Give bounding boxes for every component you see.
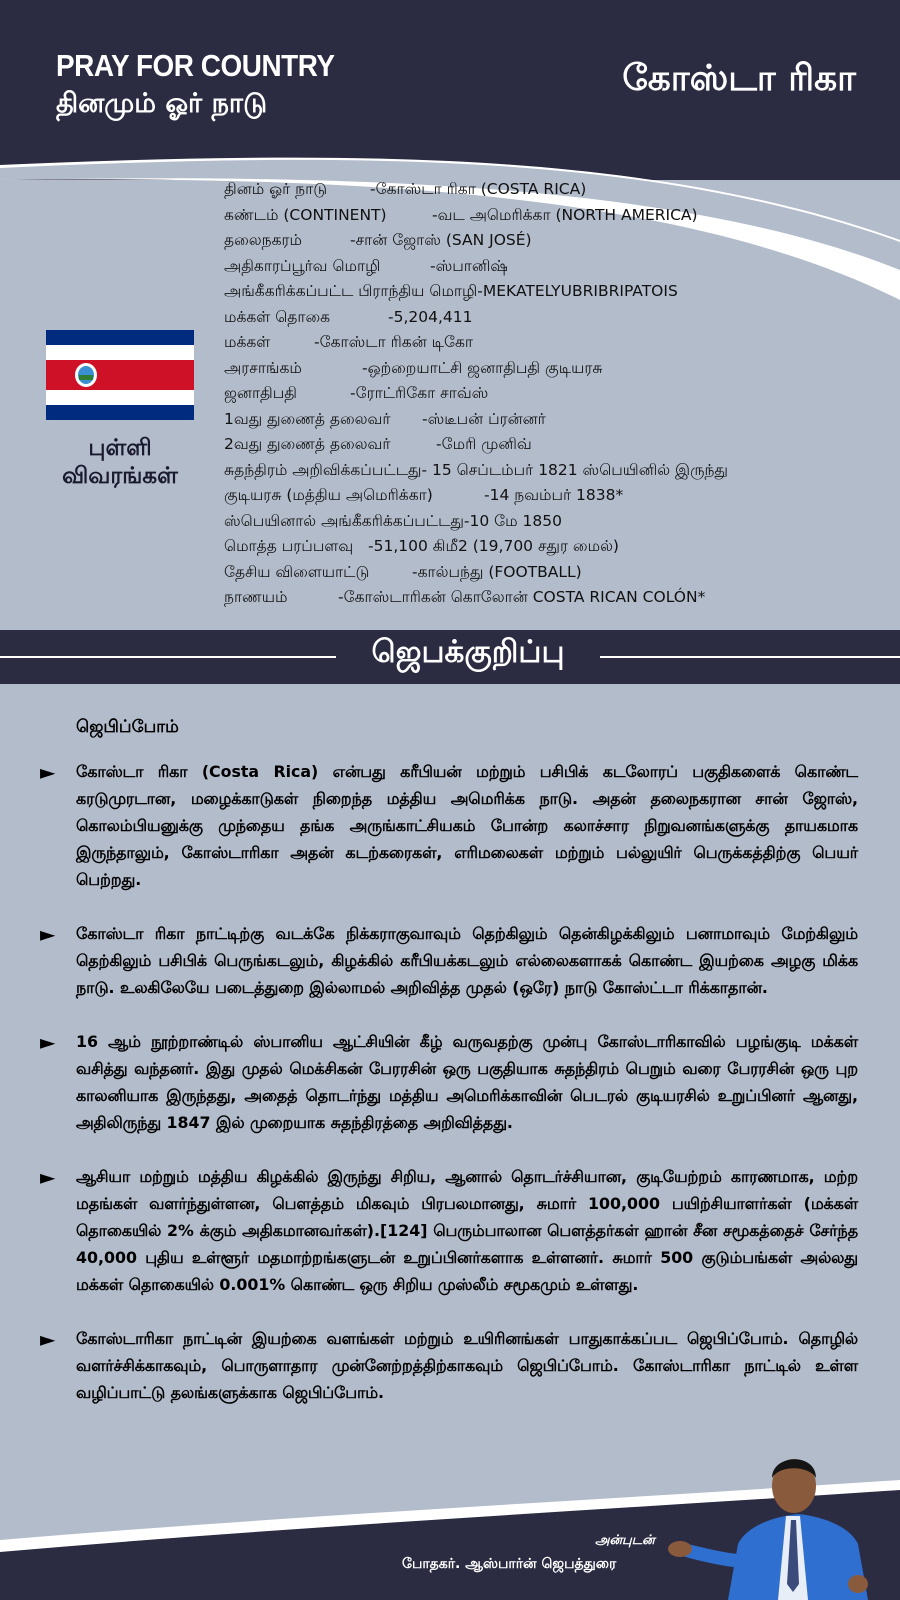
fact-key: அதிகாரப்பூர்வ மொழி [224, 256, 381, 275]
fact-value: -ஸ்பானிஷ் [430, 256, 508, 275]
fact-row [224, 257, 884, 283]
arrow-right-icon: ► [40, 922, 56, 946]
prayer-points [40, 758, 858, 1433]
fact-value: -மேரி முனிவ் [436, 435, 532, 453]
fact-value: -ஒற்றையாட்சி ஜனாதிபதி குடியரசு [362, 358, 603, 377]
prayer-point-text: கோஸ்டா ரிகா நாட்டிற்கு வடக்கே நிக்கராகுவாவும் தெற்கிலும் தென்கிழக்கிலும் பனாமாவும் மேற்கிலும் தெற்கிலும் பசிபிக் பெருங்கடலும், கிழக்கில் கரீபியக்கடலும் எல்லைகளாகக் கொண்ட இயற்கை அழகு மிக்க நாடு. உலகிலேயே படைத்துறை இல்லாமல் அறிவித்த முதல் (ஒரே) நாடு கோஸ்ட்டா ரிக்காதான். [76, 924, 858, 997]
fact-row [224, 180, 884, 206]
fact-row [224, 359, 884, 385]
prayer-point-text: ஆசியா மற்றும் மத்திய கிழக்கில் இருந்து சிறிய, ஆனால் தொடர்ச்சியான, குடியேற்றம் காரணமாக, மற்ற மதங்கள் வளர்ந்துள்ளன, பௌத்தம் மிகவும் பிரபலமானது, சுமார் 100,000 பயிற்சியாளர்கள் (மக்கள் தொகையில் 2% க்கும் அதிகமானவர்கள்).[124] பெரும்பாலான பௌத்தர்கள் ஹான் சீன சமூகத்தைச் சேர்ந்த 40,000 புதிய உள்ளூர் மதமாற்றங்களுடன் உறுப்பினர்களாக உள்ளனர். சுமார் 500 குடும்பங்கள் அல்லது மக்கள் தொகையில் 0.001% கொண்ட ஒரு சிறிய முஸ்லீம் சமூகமும் உள்ளது. [76, 1167, 858, 1294]
pastor-avatar [668, 1434, 900, 1600]
arrow-right-icon: ► [40, 1165, 56, 1189]
arrow-right-icon: ► [40, 1327, 56, 1351]
prayer-point [40, 1028, 858, 1136]
fact-key: அங்கீகரிக்கப்பட்ட பிராந்திய மொழி [224, 282, 478, 300]
fact-value: -ரோட்ரிகோ சாவ்ஸ் [350, 384, 489, 402]
fact-key: தினம் ஓர் நாடு [224, 180, 328, 198]
prayer-title: ஜெபக்குறிப்பு [371, 634, 565, 670]
fact-row [224, 486, 884, 512]
fact-row [224, 435, 884, 461]
fact-value: -கோஸ்டாரிகன் கொலோன் COSTA RICAN COLÓN* [338, 588, 706, 606]
prayer-point-text: கோஸ்டாரிகா நாட்டின் இயற்கை வளங்கள் மற்றும் உயிரினங்கள் பாதுகாக்கப்பட ஜெபிப்போம். தொழில் வளர்ச்சிக்காகவும், பொருளாதார முன்னேற்றத்திற்காகவும் ஜெபிப்போம். கோஸ்டாரிகா நாட்டில் உள்ள வழிப்பாட்டு தலங்களுக்காக ஜெபிப்போம். [76, 1329, 858, 1402]
prayer-divider-left [0, 656, 336, 658]
fact-value: -MEKATELYUBRIBRIPATOIS [477, 282, 678, 300]
fact-key: மக்கள் தொகை [224, 307, 331, 326]
fact-key: நாணயம் [224, 588, 288, 606]
fact-row [224, 410, 884, 436]
fact-value: -கோஸ்டா ரிகன் டிகோ [314, 333, 474, 351]
stats-label: புள்ளி விவரங்கள் [62, 435, 178, 489]
fact-key: ஸ்பெயினால் அங்கீகரிக்கப்பட்டது [224, 511, 464, 530]
prayer-point [40, 1163, 858, 1298]
prayer-divider-right [600, 656, 900, 658]
fact-value: -ஸ்டீபன் ப்ரன்னர் [422, 409, 546, 428]
fact-row [224, 333, 884, 359]
fact-row [224, 461, 884, 487]
fact-row [224, 588, 884, 614]
fact-key: ஜனாதிபதி [224, 384, 297, 402]
fact-value: - 15 செப்டம்பர் 1821 ஸ்பெயினில் இருந்து [421, 460, 728, 479]
prayer-point [40, 758, 858, 893]
fact-key: கண்டம் (CONTINENT) [224, 205, 387, 224]
fact-value: -வட அமெரிக்கா (NORTH AMERICA) [432, 205, 698, 224]
prayer-point-text: 16 ஆம் நூற்றாண்டில் ஸ்பானிய ஆட்சியின் கீழ் வருவதற்கு முன்பு கோஸ்டாரிகாவில் பழங்குடி மக்கள் வசித்து வந்தனர். இது முதல் மெக்சிகன் பேரரசின் ஒரு பகுதியாக சுதந்திரம் பெறும் வரை பேரரசின் ஒரு புற காலனியாக இருந்தது, அதைத் தொடர்ந்து மத்திய அமெரிக்காவின் பெடரல் குடியரசில் உறுப்பினர் ஆனது, அதிலிருந்து 1847 இல் முறையாக சுதந்திரத்தை அறிவித்தது. [76, 1032, 858, 1132]
fact-key: சுதந்திரம் அறிவிக்கப்பட்டது [224, 460, 422, 479]
title-english: PRAY FOR COUNTRY [56, 48, 335, 83]
arrow-right-icon: ► [40, 1030, 56, 1054]
fact-value: -சான் ஜோஸ் (SAN JOSÉ) [350, 231, 532, 249]
facts-list [224, 180, 884, 614]
fact-value: -5,204,411 [388, 307, 473, 326]
fact-row [224, 512, 884, 538]
costa-rica-flag [46, 330, 194, 420]
fact-row [224, 231, 884, 257]
fact-value: -கோஸ்டா ரிகா (COSTA RICA) [370, 180, 587, 198]
fact-row [224, 206, 884, 232]
fact-key: மொத்த பரப்பளவு [224, 537, 354, 555]
fact-key: குடியரசு (மத்திய அமெரிக்கா) [224, 486, 433, 504]
fact-value: -கால்பந்து (FOOTBALL) [412, 562, 582, 581]
title-tamil: தினமும் ஓர் நாடு [56, 88, 268, 119]
fact-key: தலைநகரம் [224, 231, 302, 249]
fact-row [224, 537, 884, 563]
fact-value: -10 மே 1850 [463, 511, 562, 530]
fact-key: மக்கள் [224, 333, 271, 351]
prayer-point [40, 920, 858, 1001]
country-name: கோஸ்டா ரிகா [622, 58, 856, 99]
fact-key: 1வது துணைத் தலைவர் [224, 409, 391, 428]
signature-name: போதகர். ஆஸ்பார்ன் ஜெபத்துரை [402, 1556, 617, 1572]
signature-greeting: அன்புடன் [595, 1533, 655, 1548]
prayer-point [40, 1325, 858, 1406]
fact-row [224, 308, 884, 334]
fact-row [224, 563, 884, 589]
prayer-intro: ஜெபிப்போம் [76, 717, 179, 737]
fact-key: அரசாங்கம் [224, 358, 302, 377]
fact-row [224, 384, 884, 410]
fact-value: -51,100 கிமீ2 (19,700 சதுர மைல்) [368, 537, 619, 555]
prayer-point-text: கோஸ்டா ரிகா (Costa Rica) என்பது கரீபியன் மற்றும் பசிபிக் கடலோரப் பகுதிகளைக் கொண்ட கரடுமுரடான, மழைக்காடுகள் நிறைந்த மத்திய அமெரிக்க நாடு. அதன் தலைநகரான சான் ஜோஸ், கொலம்பியனுக்கு முந்தைய தங்க அருங்காட்சியகம் போன்ற கலாச்சார நிறுவனங்களுக்கு தாயகமாக இருந்தாலும், கோஸ்டாரிகா அதன் கடற்கரைகள், எரிமலைகள் மற்றும் பல்லுயிர் பெருக்கத்திற்கு பெயர் பெற்றது. [76, 762, 858, 889]
fact-value: -14 நவம்பர் 1838* [484, 486, 624, 504]
fact-key: 2வது துணைத் தலைவர் [224, 435, 391, 453]
fact-row [224, 282, 884, 308]
fact-key: தேசிய விளையாட்டு [224, 562, 370, 581]
arrow-right-icon: ► [40, 760, 56, 784]
